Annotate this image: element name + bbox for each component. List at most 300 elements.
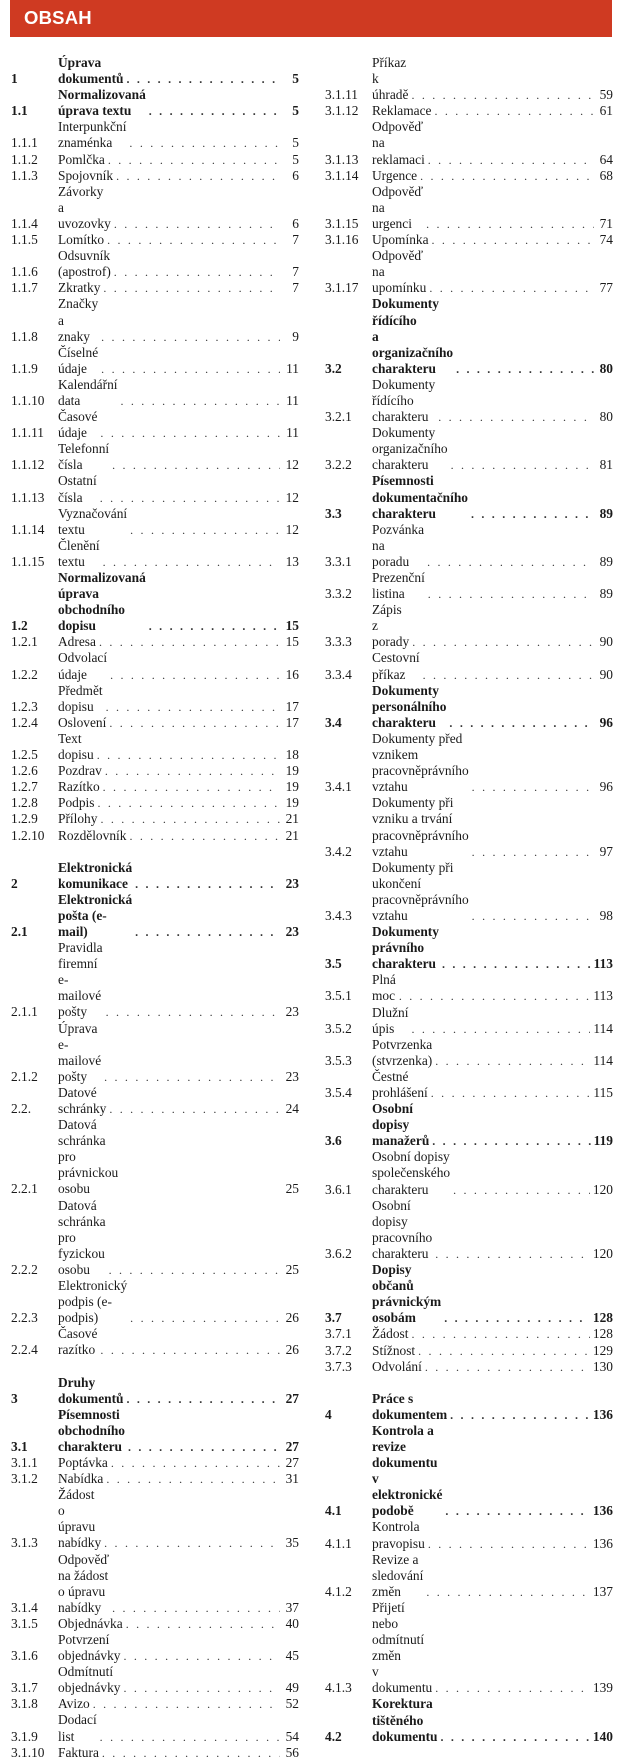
toc-entry-page: 23 [285, 1068, 299, 1084]
toc-entry-title: Odpověď na upomínku [372, 248, 427, 296]
toc-entry-4-2[interactable] [325, 1696, 613, 1744]
toc-entry-2-2-3[interactable] [11, 1278, 299, 1326]
toc-entry-title: Podpis [58, 795, 95, 811]
toc-entry-3-4-1[interactable] [325, 731, 613, 795]
toc-entry-1-2-5[interactable] [11, 731, 299, 763]
toc-entry-title: Razítko [58, 779, 100, 795]
toc-entry-title: Kalendářní data [58, 376, 118, 408]
toc-entry-title-wrap [372, 473, 597, 521]
toc-entry-number: 3.1.1 [11, 1454, 38, 1470]
toc-entry-number: 1.1.9 [11, 360, 38, 376]
toc-entry-3-6[interactable] [325, 1101, 613, 1149]
toc-entry-number: 3.3.1 [325, 553, 352, 569]
toc-entry-page: 19 [285, 779, 299, 795]
toc-entry-3-3-3[interactable] [325, 602, 613, 650]
toc-dot-leader [106, 1471, 280, 1487]
toc-entry-3-1-11[interactable] [325, 55, 613, 103]
toc-entry-1-2[interactable] [11, 570, 299, 634]
toc-entry-3-5-3[interactable] [325, 1037, 613, 1069]
toc-entry-1-2-6[interactable] [11, 763, 299, 779]
toc-entry-title: Dokumenty řídícího a organizačního charakteru [372, 296, 454, 376]
toc-entry-page: 26 [285, 1310, 299, 1326]
toc-entry-page: 120 [592, 1245, 613, 1261]
toc-entry-title: Písemnosti dokumentačního charakteru [372, 473, 468, 521]
toc-heading: OBSAH [24, 7, 92, 28]
toc-entry-title-wrap [58, 152, 283, 168]
toc-entry-page: 12 [285, 521, 299, 537]
toc-entry-title: Pozdrav [58, 763, 102, 779]
toc-entry-1-2-9[interactable] [11, 811, 299, 827]
toc-entry-4[interactable] [325, 1391, 613, 1423]
toc-entry-title-wrap [58, 1632, 283, 1664]
toc-dot-leader [426, 1584, 590, 1600]
toc-dot-leader [432, 1133, 590, 1149]
toc-entry-title: Pravidla firemní e-mailové pošty [58, 940, 103, 1020]
toc-entry-3-7[interactable] [325, 1262, 613, 1326]
toc-entry-2-2[interactable] [11, 1085, 299, 1117]
toc-entry-1-1-12[interactable] [11, 441, 299, 473]
toc-entry-3-1-4[interactable] [11, 1552, 299, 1616]
toc-entry-page: 115 [593, 1085, 613, 1100]
toc-entry-number: 3.1.9 [11, 1728, 38, 1744]
toc-entry-number: 3.5.4 [325, 1085, 352, 1100]
toc-entry-title: Předmět dopisu [58, 682, 103, 714]
toc-entry-3-6-2[interactable] [325, 1198, 613, 1262]
toc-entry-3-1-17[interactable] [325, 248, 613, 296]
toc-entry-title-wrap [372, 55, 597, 103]
toc-entry-title: Poptávka [58, 1454, 108, 1470]
toc-entry-3-1-14[interactable] [325, 168, 613, 184]
toc-entry-1-1[interactable] [11, 87, 299, 119]
toc-entry-number: 3.1.2 [11, 1471, 38, 1487]
toc-entry-title: Osobní dopisy pracovního charakteru [372, 1197, 433, 1261]
toc-entry-3-1-12[interactable] [325, 103, 613, 119]
toc-dot-leader [149, 618, 280, 634]
toc-entry-number: 2.1 [11, 923, 28, 939]
toc-entry-1-1-14[interactable] [11, 506, 299, 538]
toc-entry-title: Odpověď na žádost o úpravu nabídky [58, 1551, 110, 1615]
toc-entry-title-wrap [372, 1101, 594, 1149]
toc-entry-title-wrap [58, 1616, 283, 1632]
toc-entry-number: 3.5 [325, 956, 342, 972]
toc-dot-leader [109, 1101, 280, 1117]
toc-entry-1[interactable] [11, 55, 299, 87]
toc-dot-leader [411, 1021, 590, 1037]
toc-entry-2-2-4[interactable] [11, 1326, 299, 1358]
toc-entry-title: Dopisy občanů právnickým osobám [372, 1262, 442, 1326]
toc-entry-page: 90 [599, 634, 613, 650]
toc-dot-leader [449, 715, 594, 731]
toc-entry-page: 9 [292, 328, 299, 344]
toc-entry-3-1-6[interactable] [11, 1632, 299, 1664]
toc-dot-leader [440, 1729, 589, 1745]
toc-entry-number: 3.4.1 [325, 779, 352, 795]
toc-entry-title-wrap [372, 296, 597, 376]
toc-entry-page: 113 [593, 956, 613, 972]
toc-entry-page: 6 [292, 215, 299, 231]
toc-entry-title-wrap [58, 1021, 283, 1085]
toc-entry-title: Zápis z porady [372, 602, 410, 650]
toc-entry-number: 2.2.2 [11, 1261, 38, 1277]
toc-entry-1-1-9[interactable] [11, 345, 299, 377]
toc-entry-number: 3.1.13 [325, 151, 359, 167]
toc-entry-number: 1.1.3 [11, 167, 38, 183]
toc-entry-page: 27 [285, 1454, 299, 1470]
toc-entry-page: 7 [292, 264, 299, 280]
toc-entry-title-wrap [58, 184, 283, 232]
toc-entry-page: 61 [599, 103, 613, 119]
toc-entry-title: Dodací list [58, 1712, 97, 1744]
toc-entry-title-wrap [58, 1487, 283, 1551]
toc-dot-leader [112, 457, 280, 473]
toc-entry-3-5-4[interactable] [325, 1069, 613, 1101]
toc-entry-title-wrap [58, 1455, 283, 1471]
toc-entry-title-wrap [372, 377, 597, 425]
toc-entry-3-3[interactable] [325, 473, 613, 521]
toc-entry-3-4-3[interactable] [325, 860, 613, 924]
toc-dot-leader [101, 361, 280, 377]
toc-entry-title: Čestné prohlášení [372, 1068, 428, 1100]
toc-entry-number: 1.2.10 [11, 827, 45, 843]
toc-dot-leader [420, 168, 594, 184]
toc-dot-leader [109, 715, 280, 731]
toc-entry-page: 49 [285, 1680, 299, 1696]
toc-entry-3-1-10[interactable] [11, 1745, 299, 1761]
toc-entry-3-1[interactable] [11, 1407, 299, 1455]
toc-entry-3-2[interactable] [325, 296, 613, 376]
toc-entry-1-1-11[interactable] [11, 409, 299, 441]
toc-entry-number: 1.2.5 [11, 747, 38, 763]
toc-dot-leader [442, 956, 591, 972]
toc-entry-number: 3.3.2 [325, 586, 352, 602]
toc-entry-title-wrap [372, 1069, 593, 1101]
toc-entry-3[interactable] [11, 1375, 299, 1407]
toc-entry-3-1-9[interactable] [11, 1712, 299, 1744]
toc-entry-2-2-2[interactable] [11, 1198, 299, 1278]
toc-entry-3-2-2[interactable] [325, 425, 613, 473]
toc-entry-number: 3.4.2 [325, 843, 352, 859]
toc-entry-page: 129 [592, 1342, 613, 1358]
toc-dot-leader [456, 361, 594, 377]
toc-dot-leader [121, 393, 281, 409]
toc-dot-leader [109, 1262, 280, 1278]
toc-entry-3-7-3[interactable] [325, 1359, 613, 1375]
toc-entry-title: Upomínka [372, 232, 429, 248]
toc-dot-leader [97, 795, 280, 811]
toc-entry-number: 4 [325, 1406, 332, 1422]
toc-entry-title-wrap [58, 345, 283, 377]
toc-entry-title: Kontrola a revize dokumentu v elektronické podobě [372, 1422, 443, 1519]
toc-entry-title: Potvrzenka (stvrzenka) [372, 1036, 433, 1068]
toc-entry-page: 128 [592, 1326, 613, 1342]
toc-entry-title-wrap [58, 473, 283, 505]
toc-entry-title-wrap [372, 924, 594, 972]
toc-entry-title: Faktura [58, 1744, 99, 1760]
toc-entry-1-1-3[interactable] [11, 168, 299, 184]
toc-entry-page: 74 [599, 232, 613, 248]
toc-entry-number: 1.1.4 [11, 215, 38, 231]
toc-entry-number: 1.2.8 [11, 795, 38, 811]
toc-entry-page: 90 [599, 666, 613, 682]
toc-entry-title: Interpunkční znaménka [58, 119, 127, 151]
toc-entry-title: Úprava dokumentů [58, 55, 124, 87]
toc-entry-title-wrap [58, 538, 283, 570]
toc-entry-3-7-2[interactable] [325, 1343, 613, 1359]
toc-entry-3-3-2[interactable] [325, 570, 613, 602]
toc-entry-3-1-15[interactable] [325, 184, 613, 232]
toc-entry-title: Časové razítko [58, 1326, 98, 1358]
toc-entry-title-wrap [58, 811, 283, 827]
toc-entry-title: Dlužní úpis [372, 1004, 409, 1036]
toc-entry-2-1-1[interactable] [11, 940, 299, 1020]
toc-entry-page: 136 [592, 1503, 613, 1519]
toc-entry-page: 7 [292, 280, 299, 296]
toc-entry-2-1[interactable] [11, 892, 299, 940]
toc-entry-page: 119 [593, 1133, 613, 1149]
toc-entry-page: 23 [285, 1004, 299, 1020]
toc-entry-number: 1.1.5 [11, 232, 38, 248]
toc-entry-number: 1.1 [11, 103, 28, 119]
toc-entry-title-wrap [372, 860, 597, 924]
toc-entry-number: 1.1.10 [11, 392, 45, 408]
toc-entry-title: Odpověď na reklamaci [372, 119, 425, 167]
toc-entry-title: Telefonní čísla [58, 441, 110, 473]
toc-entry-page: 26 [285, 1342, 299, 1358]
toc-dot-leader [432, 232, 594, 248]
toc-entry-title-wrap [58, 634, 283, 650]
toc-entry-title-wrap [372, 168, 597, 184]
toc-entry-page: 27 [285, 1390, 299, 1406]
toc-dot-leader [128, 1439, 280, 1455]
toc-entry-title-wrap [58, 506, 283, 538]
toc-entry-page: 113 [593, 988, 613, 1004]
toc-entry-title: Druhy dokumentů [58, 1374, 124, 1406]
toc-entry-3-5[interactable] [325, 924, 613, 972]
toc-entry-title-wrap [58, 280, 283, 296]
toc-entry-page: 35 [285, 1535, 299, 1551]
toc-dot-leader [444, 1310, 590, 1326]
toc-entry-page: 23 [285, 923, 299, 939]
toc-dot-leader [105, 763, 280, 779]
toc-entry-number: 1 [11, 71, 18, 87]
toc-entry-title-wrap [372, 1326, 593, 1342]
toc-entry-title-wrap [372, 650, 597, 682]
toc-entry-1-2-8[interactable] [11, 795, 299, 811]
toc-entry-title-wrap [58, 860, 283, 892]
toc-entry-title: Kontrola pravopisu [372, 1519, 425, 1551]
toc-entry-number: 1.2.3 [11, 698, 38, 714]
toc-entry-number: 1.2 [11, 618, 28, 634]
toc-entry-title: Osobní dopisy manažerů [372, 1101, 430, 1149]
toc-dot-leader [418, 1343, 590, 1359]
toc-entry-number: 3.1.11 [325, 87, 358, 103]
toc-entry-title-wrap [58, 1696, 283, 1712]
toc-entry-page: 18 [285, 747, 299, 763]
toc-entry-number: 3.1.5 [11, 1615, 38, 1631]
toc-entry-3-6-1[interactable] [325, 1149, 613, 1197]
toc-entry-3-1-16[interactable] [325, 232, 613, 248]
toc-entry-2[interactable] [11, 860, 299, 892]
toc-entry-page: 21 [285, 811, 299, 827]
toc-entry-title-wrap [58, 940, 283, 1020]
toc-entry-title: Odvolání [372, 1358, 422, 1374]
toc-entry-title-wrap [372, 683, 597, 731]
toc-entry-number: 3.7.1 [325, 1326, 352, 1342]
toc-entry-title-wrap [372, 248, 597, 296]
toc-entry-title-wrap [58, 715, 283, 731]
toc-dot-leader [116, 168, 280, 184]
toc-entry-3-1-5[interactable] [11, 1616, 299, 1632]
toc-entry-3-5-2[interactable] [325, 1005, 613, 1037]
toc-dot-leader [135, 876, 280, 892]
toc-entry-1-1-4[interactable] [11, 184, 299, 232]
toc-entry-title: Pozvánka na poradu [372, 521, 425, 569]
toc-entry-number: 1.1.1 [11, 135, 38, 151]
toc-entry-number: 3.1.14 [325, 167, 359, 183]
toc-entry-page: 5 [292, 151, 299, 167]
toc-entry-title: Reklamace [372, 103, 432, 119]
toc-dot-leader [130, 1310, 280, 1326]
toc-dot-leader [453, 1182, 590, 1198]
toc-entry-3-5-1[interactable] [325, 972, 613, 1004]
toc-entry-3-4-2[interactable] [325, 795, 613, 859]
toc-entry-number: 3.7.3 [325, 1358, 352, 1374]
toc-entry-title-wrap [58, 1085, 283, 1117]
toc-entry-number: 1.1.2 [11, 151, 38, 167]
toc-entry-title: Objednávka [58, 1615, 123, 1631]
toc-entry-page: 25 [285, 1261, 299, 1277]
toc-entry-1-1-1[interactable] [11, 119, 299, 151]
toc-entry-4-1-3[interactable] [325, 1600, 613, 1697]
toc-entry-page: 25 [285, 1181, 299, 1197]
toc-entry-1-2-3[interactable] [11, 683, 299, 715]
toc-dot-leader [411, 1326, 589, 1342]
toc-entry-title: Revize a sledování změn [372, 1551, 424, 1599]
toc-entry-page: 11 [286, 392, 299, 408]
toc-entry-number: 3.1.6 [11, 1648, 38, 1664]
toc-dot-leader [130, 522, 280, 538]
toc-entry-1-2-2[interactable] [11, 650, 299, 682]
toc-dot-leader [472, 779, 594, 795]
toc-entry-title-wrap [58, 55, 283, 87]
toc-dot-leader [103, 280, 280, 296]
toc-entry-3-1-3[interactable] [11, 1487, 299, 1551]
toc-entry-1-1-8[interactable] [11, 296, 299, 344]
toc-entry-title-wrap [372, 1343, 593, 1359]
toc-entry-page: 139 [592, 1680, 613, 1696]
toc-entry-3-3-1[interactable] [325, 522, 613, 570]
toc-entry-title: Stížnost [372, 1342, 416, 1358]
toc-entry-1-1-5[interactable] [11, 232, 299, 248]
toc-entry-title: Rozdělovník [58, 827, 127, 843]
toc-entry-1-2-4[interactable] [11, 715, 299, 731]
toc-entry-title-wrap [58, 441, 283, 473]
toc-entry-1-1-2[interactable] [11, 152, 299, 168]
toc-entry-page: 7 [292, 232, 299, 248]
toc-entry-title: Příkaz k úhradě [372, 55, 409, 103]
toc-entry-page: 11 [286, 425, 299, 441]
toc-entry-title: Elektronický podpis (e-podpis) [58, 1278, 128, 1326]
toc-entry-3-7-1[interactable] [325, 1326, 613, 1342]
toc-entry-3-3-4[interactable] [325, 650, 613, 682]
toc-entry-title-wrap [58, 296, 283, 344]
toc-entry-number: 1.1.12 [11, 457, 45, 473]
toc-entry-4-1[interactable] [325, 1423, 613, 1520]
toc-entry-number: 3.1 [11, 1438, 28, 1454]
toc-dot-leader [450, 1407, 590, 1423]
toc-dot-leader [108, 152, 280, 168]
toc-dot-leader [112, 1600, 280, 1616]
toc-dot-leader [423, 667, 594, 683]
toc-entry-title: Datové schránky [58, 1084, 107, 1116]
toc-entry-title-wrap [58, 1278, 283, 1326]
toc-entry-3-1-8[interactable] [11, 1696, 299, 1712]
toc-entry-2-1-2[interactable] [11, 1021, 299, 1085]
toc-entry-1-2-1[interactable] [11, 634, 299, 650]
toc-entry-number: 1.1.7 [11, 280, 38, 296]
toc-dot-leader [435, 1680, 590, 1696]
toc-dot-leader [435, 1053, 590, 1069]
toc-entry-3-2-1[interactable] [325, 377, 613, 425]
toc-entry-4-1-2[interactable] [325, 1552, 613, 1600]
toc-entry-1-1-10[interactable] [11, 377, 299, 409]
toc-entry-title: Dokumenty při ukončení pracovněprávního vztahu [372, 859, 469, 923]
toc-entry-1-1-7[interactable] [11, 280, 299, 296]
toc-entry-title: Zkratky [58, 280, 101, 296]
toc-entry-title: Žádost o úpravu nabídky [58, 1487, 102, 1551]
toc-entry-title: Odsuvník (apostrof) [58, 248, 111, 280]
toc-entry-title-wrap [58, 570, 283, 634]
toc-entry-2-2-1[interactable] [11, 1117, 299, 1197]
toc-entry-page: 21 [285, 827, 299, 843]
toc-entry-title: Ostatní čísla [58, 473, 97, 505]
toc-entry-number: 3.3.3 [325, 634, 352, 650]
toc-entry-page: 52 [285, 1696, 299, 1712]
toc-entry-number: 3.6.1 [325, 1181, 352, 1197]
toc-entry-title: Dokumenty právního charakteru [372, 924, 439, 972]
toc-dot-leader [104, 1535, 280, 1551]
toc-entry-title: Prezenční listina [372, 570, 425, 602]
toc-entry-1-2-10[interactable] [11, 828, 299, 844]
toc-entry-title: Cestovní příkaz [372, 650, 420, 682]
toc-entry-1-1-15[interactable] [11, 538, 299, 570]
toc-entry-number: 3.1.15 [325, 215, 359, 231]
toc-entry-title: Vyznačování textu [58, 505, 128, 537]
toc-entry-page: 16 [285, 666, 299, 682]
toc-entry-title-wrap [372, 972, 593, 1004]
toc-entry-1-1-13[interactable] [11, 473, 299, 505]
toc-entry-3-1-13[interactable] [325, 119, 613, 167]
toc-entry-number: 4.1.3 [325, 1680, 352, 1696]
toc-entry-3-1-2[interactable] [11, 1471, 299, 1487]
toc-entry-3-1-1[interactable] [11, 1455, 299, 1471]
toc-dot-leader [472, 844, 594, 860]
toc-entry-page: 12 [285, 457, 299, 473]
toc-entry-3-4[interactable] [325, 683, 613, 731]
toc-entry-title-wrap [372, 119, 597, 167]
toc-entry-page: 24 [285, 1101, 299, 1116]
toc-entry-3-1-7[interactable] [11, 1664, 299, 1696]
toc-entry-1-2-7[interactable] [11, 779, 299, 795]
toc-entry-4-1-1[interactable] [325, 1519, 613, 1551]
toc-dot-leader [438, 409, 594, 425]
toc-entry-page: 136 [592, 1535, 613, 1551]
toc-entry-page: 68 [599, 167, 613, 183]
toc-entry-1-1-6[interactable] [11, 248, 299, 280]
toc-entry-number: 3.1.7 [11, 1680, 38, 1696]
toc-entry-title-wrap [58, 795, 283, 811]
toc-entry-number: 3.1.17 [325, 280, 359, 296]
